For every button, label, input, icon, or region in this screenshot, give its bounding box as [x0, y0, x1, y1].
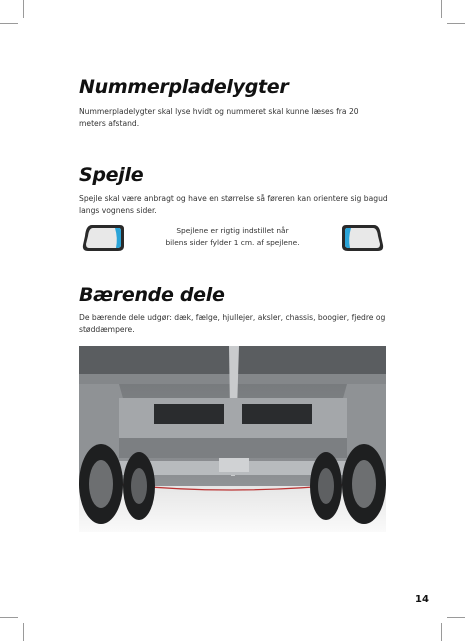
right-mirror-icon	[340, 222, 386, 254]
crop-mark	[447, 23, 465, 24]
crop-mark	[0, 23, 18, 24]
crop-mark	[0, 617, 18, 618]
section-heading-load-bearing: Bærende dele	[79, 284, 225, 306]
section-heading-license-lights: Nummerpladelygter	[79, 76, 289, 98]
section-heading-mirrors: Spejle	[79, 164, 144, 186]
crop-mark	[447, 617, 465, 618]
section-text-mirrors: Spejle skal være anbragt og have en størrelse så føreren kan orientere sig bagud langs vognens sider.	[79, 194, 388, 215]
section-text-license-lights: Nummerpladelygter skal lyse hvidt og nummeret skal kunne læses fra 20 meters afstand.	[79, 107, 359, 128]
crop-mark	[23, 623, 24, 641]
crop-mark	[441, 623, 442, 641]
section-text-load-bearing: De bærende dele udgør: dæk, fælge, hjullejer, aksler, chassis, boogier, fjedre og støddæmpere.	[79, 313, 386, 334]
left-mirror-icon	[80, 222, 126, 254]
mirror-note-line-1: Spejlene er rigtig indstillet når	[176, 226, 289, 235]
page-number: 14	[415, 594, 429, 605]
mirror-note-line-2: bilens sider fylder 1 cm. af spejlene.	[165, 237, 300, 247]
trailer-underside-photo	[79, 346, 386, 532]
crop-mark	[23, 0, 24, 18]
crop-mark	[441, 0, 442, 18]
mirror-adjustment-note	[140, 225, 325, 248]
